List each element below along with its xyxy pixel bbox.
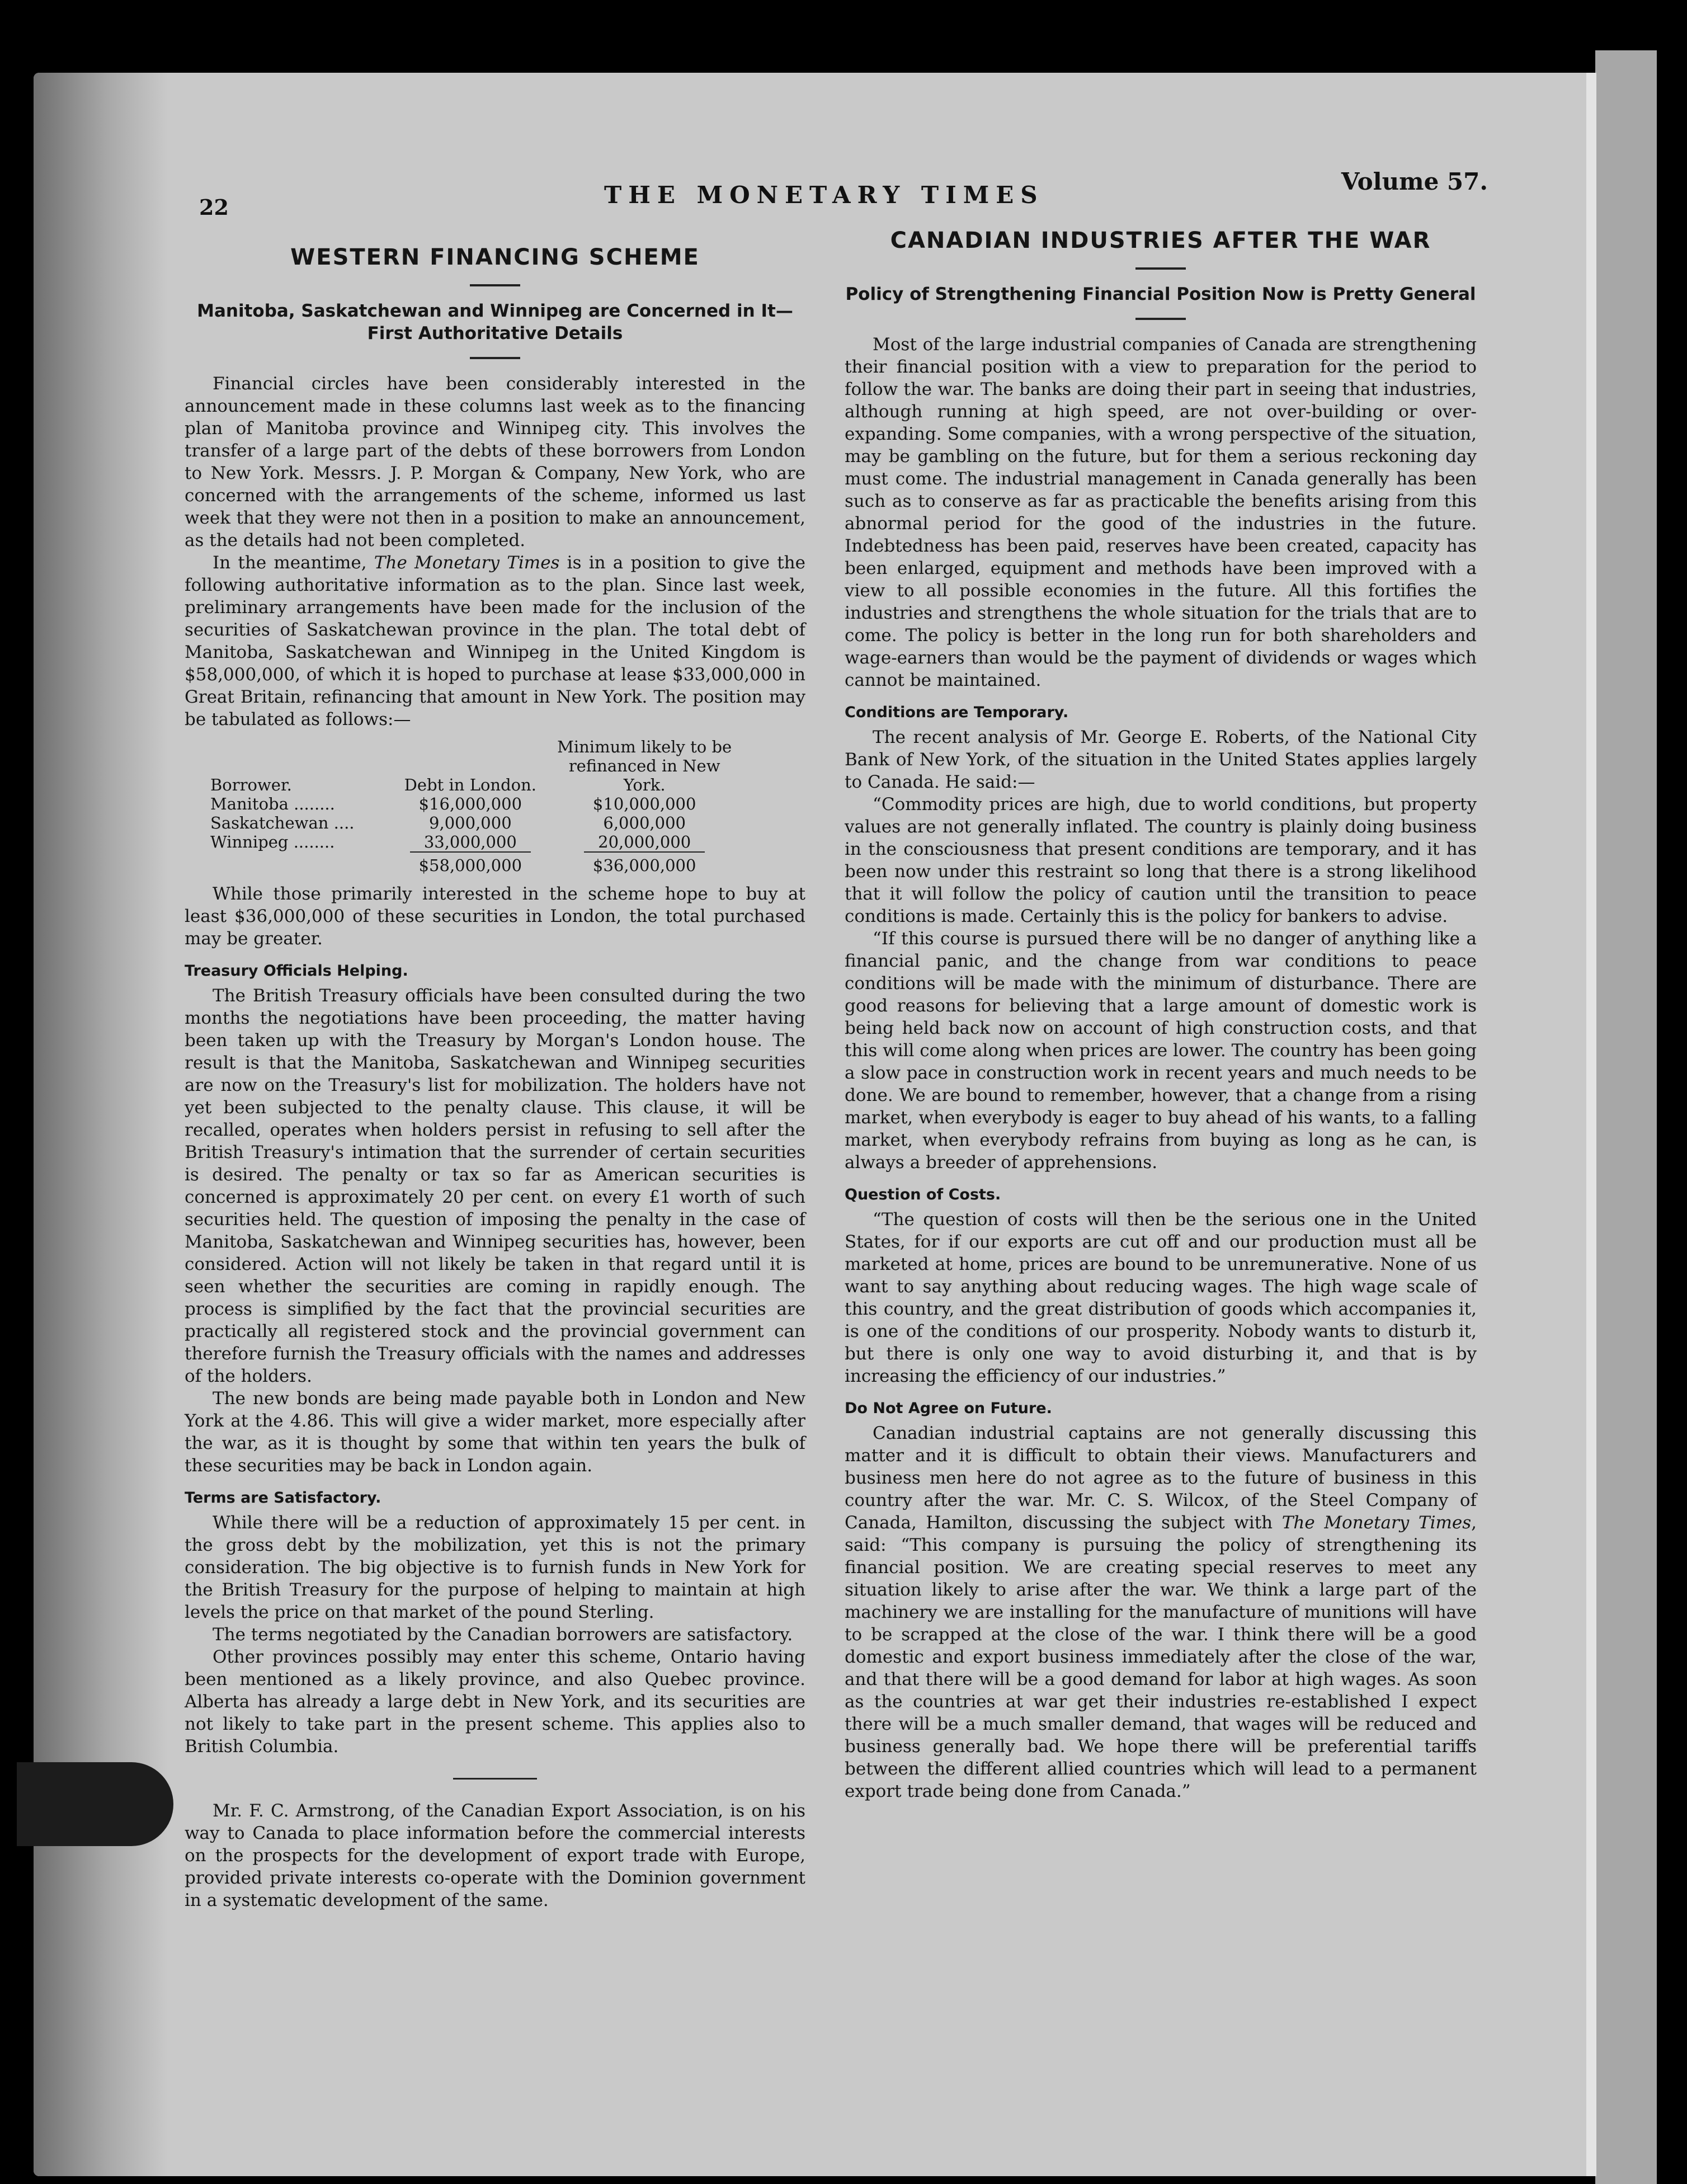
left-column (185, 246, 805, 1912)
scanner-clip (17, 1762, 173, 1846)
article-title-canadian-industries: CANADIAN INDUSTRIES AFTER THE WAR (890, 228, 1431, 253)
publication-name: The Monetary Times (374, 553, 560, 573)
column-header: Minimum likely to be refinanced in New York. (557, 737, 732, 794)
table-cell: 9,000,000 (429, 813, 512, 832)
total-debt: $58,000,000 (410, 851, 531, 875)
article-subtitle-western-financing: Manitoba, Saskatchewan and Winnipeg are Concerned in It—First Authoritative Details (197, 301, 793, 343)
table-cell: 33,000,000 (423, 832, 517, 851)
section-divider (453, 1778, 537, 1780)
section-heading: Question of Costs. (845, 1186, 1001, 1203)
publication-title: THE MONETARY TIMES (604, 181, 1044, 209)
column-header: Debt in London. (404, 775, 537, 794)
subtitle-rule (470, 357, 520, 359)
paragraph: “Commodity prices are high, due to world conditions, but property values are not generally inflated. The country is plainly doing business in the consciousness that present conditions are temporary, and it has been now under this restraint so long that there is a strong likelihood that it will follow the policy of caution until the transition to peace conditions is made. Certainly this is the policy for bankers to advise. (845, 794, 1477, 926)
section-heading: Do Not Agree on Future. (845, 1400, 1052, 1417)
debt-table (207, 737, 744, 875)
table-row (207, 794, 744, 813)
table-cell: 20,000,000 (598, 832, 691, 851)
table-cell: $10,000,000 (592, 794, 696, 813)
title-rule (1135, 267, 1186, 270)
page-number: 22 (199, 195, 229, 220)
section-heading: Treasury Officials Helping. (185, 962, 408, 980)
section-heading: Terms are Satisfactory. (185, 1489, 381, 1507)
paragraph: Mr. F. C. Armstrong, of the Canadian Export Association, is on his way to Canada to place information before the commercial interests on the prospects for the development of export trade with Europe, provided private interests co-operate with the Dominion government in a systematic development of the same. (185, 1801, 805, 1910)
table-row (207, 832, 744, 851)
column-header: Borrower. (210, 775, 292, 794)
table-cell: Winnipeg ........ (210, 832, 335, 851)
page-header (190, 168, 1561, 220)
table-cell: 6,000,000 (603, 813, 686, 832)
volume-label: Volume 57. (1341, 168, 1488, 195)
table-cell: $16,000,000 (418, 794, 522, 813)
table-row (207, 813, 744, 832)
page-edge-highlight (1586, 73, 1596, 2176)
article-title-western-financing: WESTERN FINANCING SCHEME (290, 244, 700, 270)
paragraph: Other provinces possibly may enter this scheme, Ontario having been mentioned as a likely province, and also Quebec province. Alberta has already a large debt in New York, and its securities are not likely to take part in the present scheme. This applies also to British Columbia. (185, 1647, 805, 1757)
paragraph: The recent analysis of Mr. George E. Roberts, of the National City Bank of New York, of the situation in the United States applies largely to Canada. He said:— (845, 727, 1477, 792)
section-heading: Conditions are Temporary. (845, 704, 1069, 721)
table-total-row (207, 851, 744, 875)
total-refinanced: $36,000,000 (584, 851, 705, 875)
paragraph: The new bonds are being made payable both in London and New York at the 4.86. This will give a wider market, more especially after the war, as it is thought by some that within ten years the bulk of these securities may be back in London again. (185, 1388, 805, 1476)
publication-name: The Monetary Times (1281, 1513, 1472, 1533)
paragraph: Most of the large industrial companies of Canada are strengthening their financial position with a view to preparation for the period to follow the war. The banks are doing their part in seeing that industries, although running at high speed, are not over-building or over-expanding. Some companies, with a wrong perspective of the situation, may be gambling on the future, but for them a serious reckoning day must come. The industrial management in Canada generally has been such as to conserve as far as practicable the benefits arising from this abnormal period for the good of the industries in the future. Indebtedness has been paid, reserves have been created, capacity has been enlarged, equipment and methods have been improved with a view to all possible economies in the future. All this fortifies the industries and strengthens the whole situation for the trials that are to come. The policy is better in the long run for both shareholders and wage-earners than would be the payment of dividends or wages which cannot be maintained. (845, 335, 1477, 690)
paragraph: In the meantime, The Monetary Times is in a position to give the following authoritative information as to the plan. Since last week, preliminary arrangements have been made for the inclusion of the securities of Saskatchewan province in the plan. The total debt of Manitoba, Saskatchewan and Winnipeg in the United Kingdom is $58,000,000, of which it is hoped to purchase at lease $33,000,000 in Great Britain, refinancing that amount in New York. The position may be tabulated as follows:— (185, 553, 805, 729)
paragraph: Canadian industrial captains are not generally discussing this matter and it is difficult to obtain their views. Manufacturers and business men here do not agree as to the future of business in this country after the war. Mr. C. S. Wilcox, of the Steel Company of Canada, Hamilton, discussing the subject with The Monetary Times, said: “This company is pursuing the policy of strengthening its financial position. We are creating special reserves to meet any situation likely to arise after the war. We think a large part of the machinery we are installing for the manufacture of munitions will have to be scrapped at the close of the war. I think there will be a good domestic and export business immediately after the close of the war, and that there will be a good demand for labor at high wages. As soon as the countries at war get their industries re-established I expect there will be a much smaller demand, that wages will be reduced and business generally bad. We hope there will be preferential tariffs between the different allied countries which will lead to a permanent export trade being done from Canada.” (845, 1423, 1477, 1801)
title-rule (470, 284, 520, 286)
subtitle-rule (1135, 318, 1186, 320)
facing-page-edge (1595, 50, 1657, 2184)
paragraph: While there will be a reduction of approximately 15 per cent. in the gross debt by the mobilization, yet this is not the primary consideration. The big objective is to furnish funds in New York for the British Treasury for the purpose of helping to maintain at high levels the price on that market of the pound Sterling. (185, 1513, 805, 1622)
binding-shadow (34, 73, 168, 2176)
paragraph: Financial circles have been considerably interested in the announcement made in these columns last week as to the financing plan of Manitoba province and Winnipeg city. This involves the transfer of a large part of the debts of these borrowers from London to New York. Messrs. J. P. Morgan & Company, New York, who are concerned with the arrangements of the scheme, informed us last week that they were not then in a position to make an announcement, as the details had not been completed. (185, 374, 805, 550)
paragraph: While those primarily interested in the scheme hope to buy at least $36,000,000 of these securities in London, the total purchased may be greater. (185, 884, 805, 949)
table-cell: Manitoba ........ (210, 794, 335, 813)
right-column (845, 229, 1477, 1802)
table-header-row (207, 737, 744, 794)
paragraph: The terms negotiated by the Canadian borrowers are satisfactory. (213, 1625, 793, 1645)
paragraph: The British Treasury officials have been consulted during the two months the negotiations have been proceeding, the matter having been taken up with the Treasury by Morgan's London house. The result is that the Manitoba, Saskatchewan and Winnipeg securities are now on the Treasury's list for mobilization. The holders have not yet been subjected to the penalty clause. This clause, it will be recalled, operates when holders persist in refusing to sell after the British Treasury's intimation that the surrender of certain securities is desired. The penalty or tax so far as American securities is concerned is approximately 20 per cent. on every £1 worth of such securities held. The question of imposing the penalty in the case of Manitoba, Saskatchewan and Winnipeg securities has, however, been considered. Action will not likely be taken in that regard until it is seen whether the securities are coming in rapidly enough. The process is simplified by the fact that the provincial securities are practically all registered stock and the provincial government can therefore furnish the Treasury officials with the names and addresses of the holders. (185, 986, 805, 1386)
table-cell: Saskatchewan .... (210, 813, 355, 832)
paragraph: “The question of costs will then be the serious one in the United States, for if our exports are cut off and our production must all be marketed at home, prices are bound to be unremunerative. None of us want to say anything about reducing wages. The high wage scale of this country, and the great distribution of goods which accompanies it, is one of the conditions of our prosperity. Nobody wants to disturb it, but there is only one way to avoid disturbing it, and that is by increasing the efficiency of our industries.” (845, 1209, 1477, 1386)
paragraph: “If this course is pursued there will be no danger of anything like a financial panic, and the change from war conditions to peace conditions will be made with the minimum of disturbance. There are good reasons for believing that a large amount of domestic work is being held back now on account of high construction costs, and that this will come along when prices are lower. The country has been going a slow pace in construction work in recent years and much needs to be done. We are bound to remember, however, that a change from a rising market, when everybody is eager to buy ahead of his wants, to a falling market, when everybody refrains from buying as long as he can, is always a breeder of apprehensions. (845, 929, 1477, 1173)
article-subtitle-canadian-industries: Policy of Strengthening Financial Position Now is Pretty General (845, 284, 1476, 304)
